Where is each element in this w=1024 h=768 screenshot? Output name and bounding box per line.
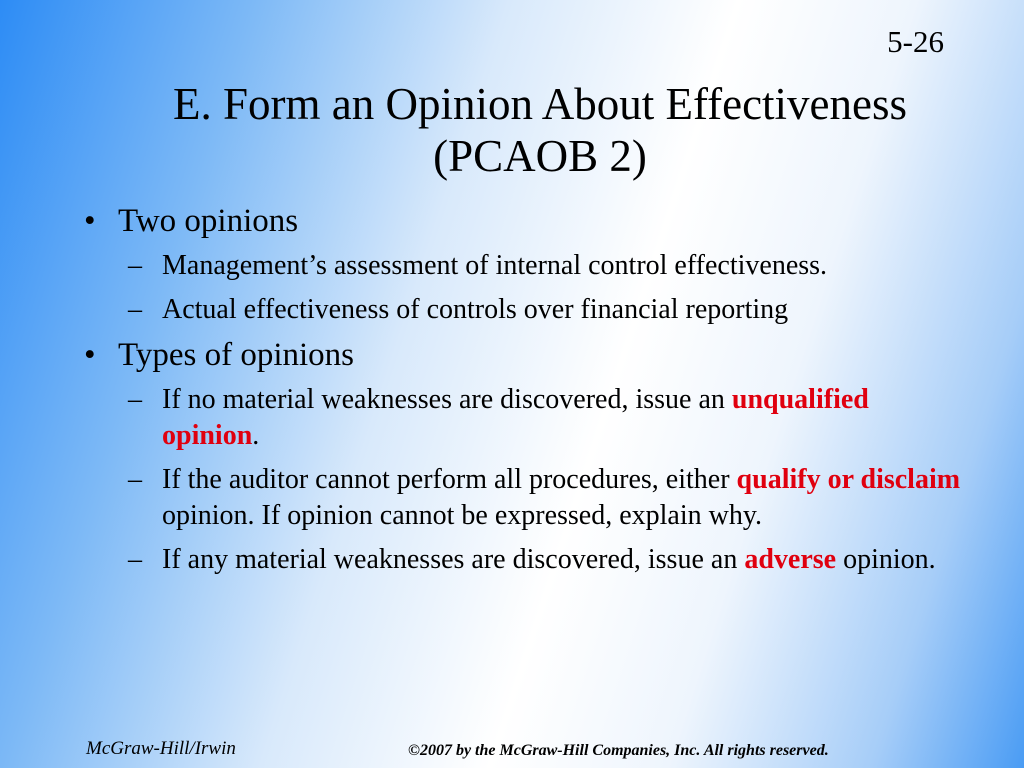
subitem-unqualified: [72, 382, 972, 454]
slide-title: [70, 78, 1010, 182]
bullet-glyph: •: [84, 337, 96, 373]
subitem-qualify-disclaim: [72, 462, 972, 534]
bullet-glyph: •: [84, 203, 96, 239]
dash-glyph: –: [128, 464, 142, 495]
subitem-actual-effectiveness: [72, 292, 972, 328]
slide-number: 5-26: [887, 24, 944, 59]
subitem-text-pre: If any material weaknesses are discovered, issue an: [162, 544, 745, 575]
subitem-management-assessment: [72, 248, 972, 284]
bullet-types-of-opinions: [72, 336, 972, 374]
subitem-text-pre: If the auditor cannot perform all procedures, either: [162, 464, 737, 495]
subitem-text-pre: If no material weaknesses are discovered, issue an: [162, 384, 732, 415]
slide-title-line-1: E. Form an Opinion About Effectiveness: [172, 79, 908, 129]
subitem-text: Actual effectiveness of controls over financial reporting: [162, 294, 789, 325]
footer-publisher: McGraw-Hill/Irwin: [86, 738, 236, 759]
subitem-adverse: [72, 542, 972, 578]
emphasis-unqualified-opinion: unqualified opinion: [162, 384, 869, 451]
footer-copyright: ©2007 by the McGraw-Hill Companies, Inc. All rights reserved.: [408, 742, 829, 759]
subitem-text: Management’s assessment of internal control effectiveness.: [162, 250, 828, 281]
slide-title-line-2: (PCAOB 2): [433, 131, 647, 181]
emphasis-adverse: adverse: [744, 544, 837, 575]
dash-glyph: –: [128, 294, 142, 325]
dash-glyph: –: [128, 384, 142, 415]
bullet-text: Types of opinions: [118, 337, 355, 373]
subitem-text-post: opinion.: [836, 544, 936, 575]
dash-glyph: –: [128, 544, 142, 575]
bullet-text: Two opinions: [118, 203, 299, 239]
bullet-two-opinions: [72, 202, 972, 240]
emphasis-qualify-or-disclaim: qualify or disclaim: [736, 464, 961, 495]
slide-body: [72, 202, 972, 586]
subitem-text-post: .: [252, 420, 260, 451]
dash-glyph: –: [128, 250, 142, 281]
subitem-text-post: opinion. If opinion cannot be expressed, explain why.: [162, 500, 763, 531]
